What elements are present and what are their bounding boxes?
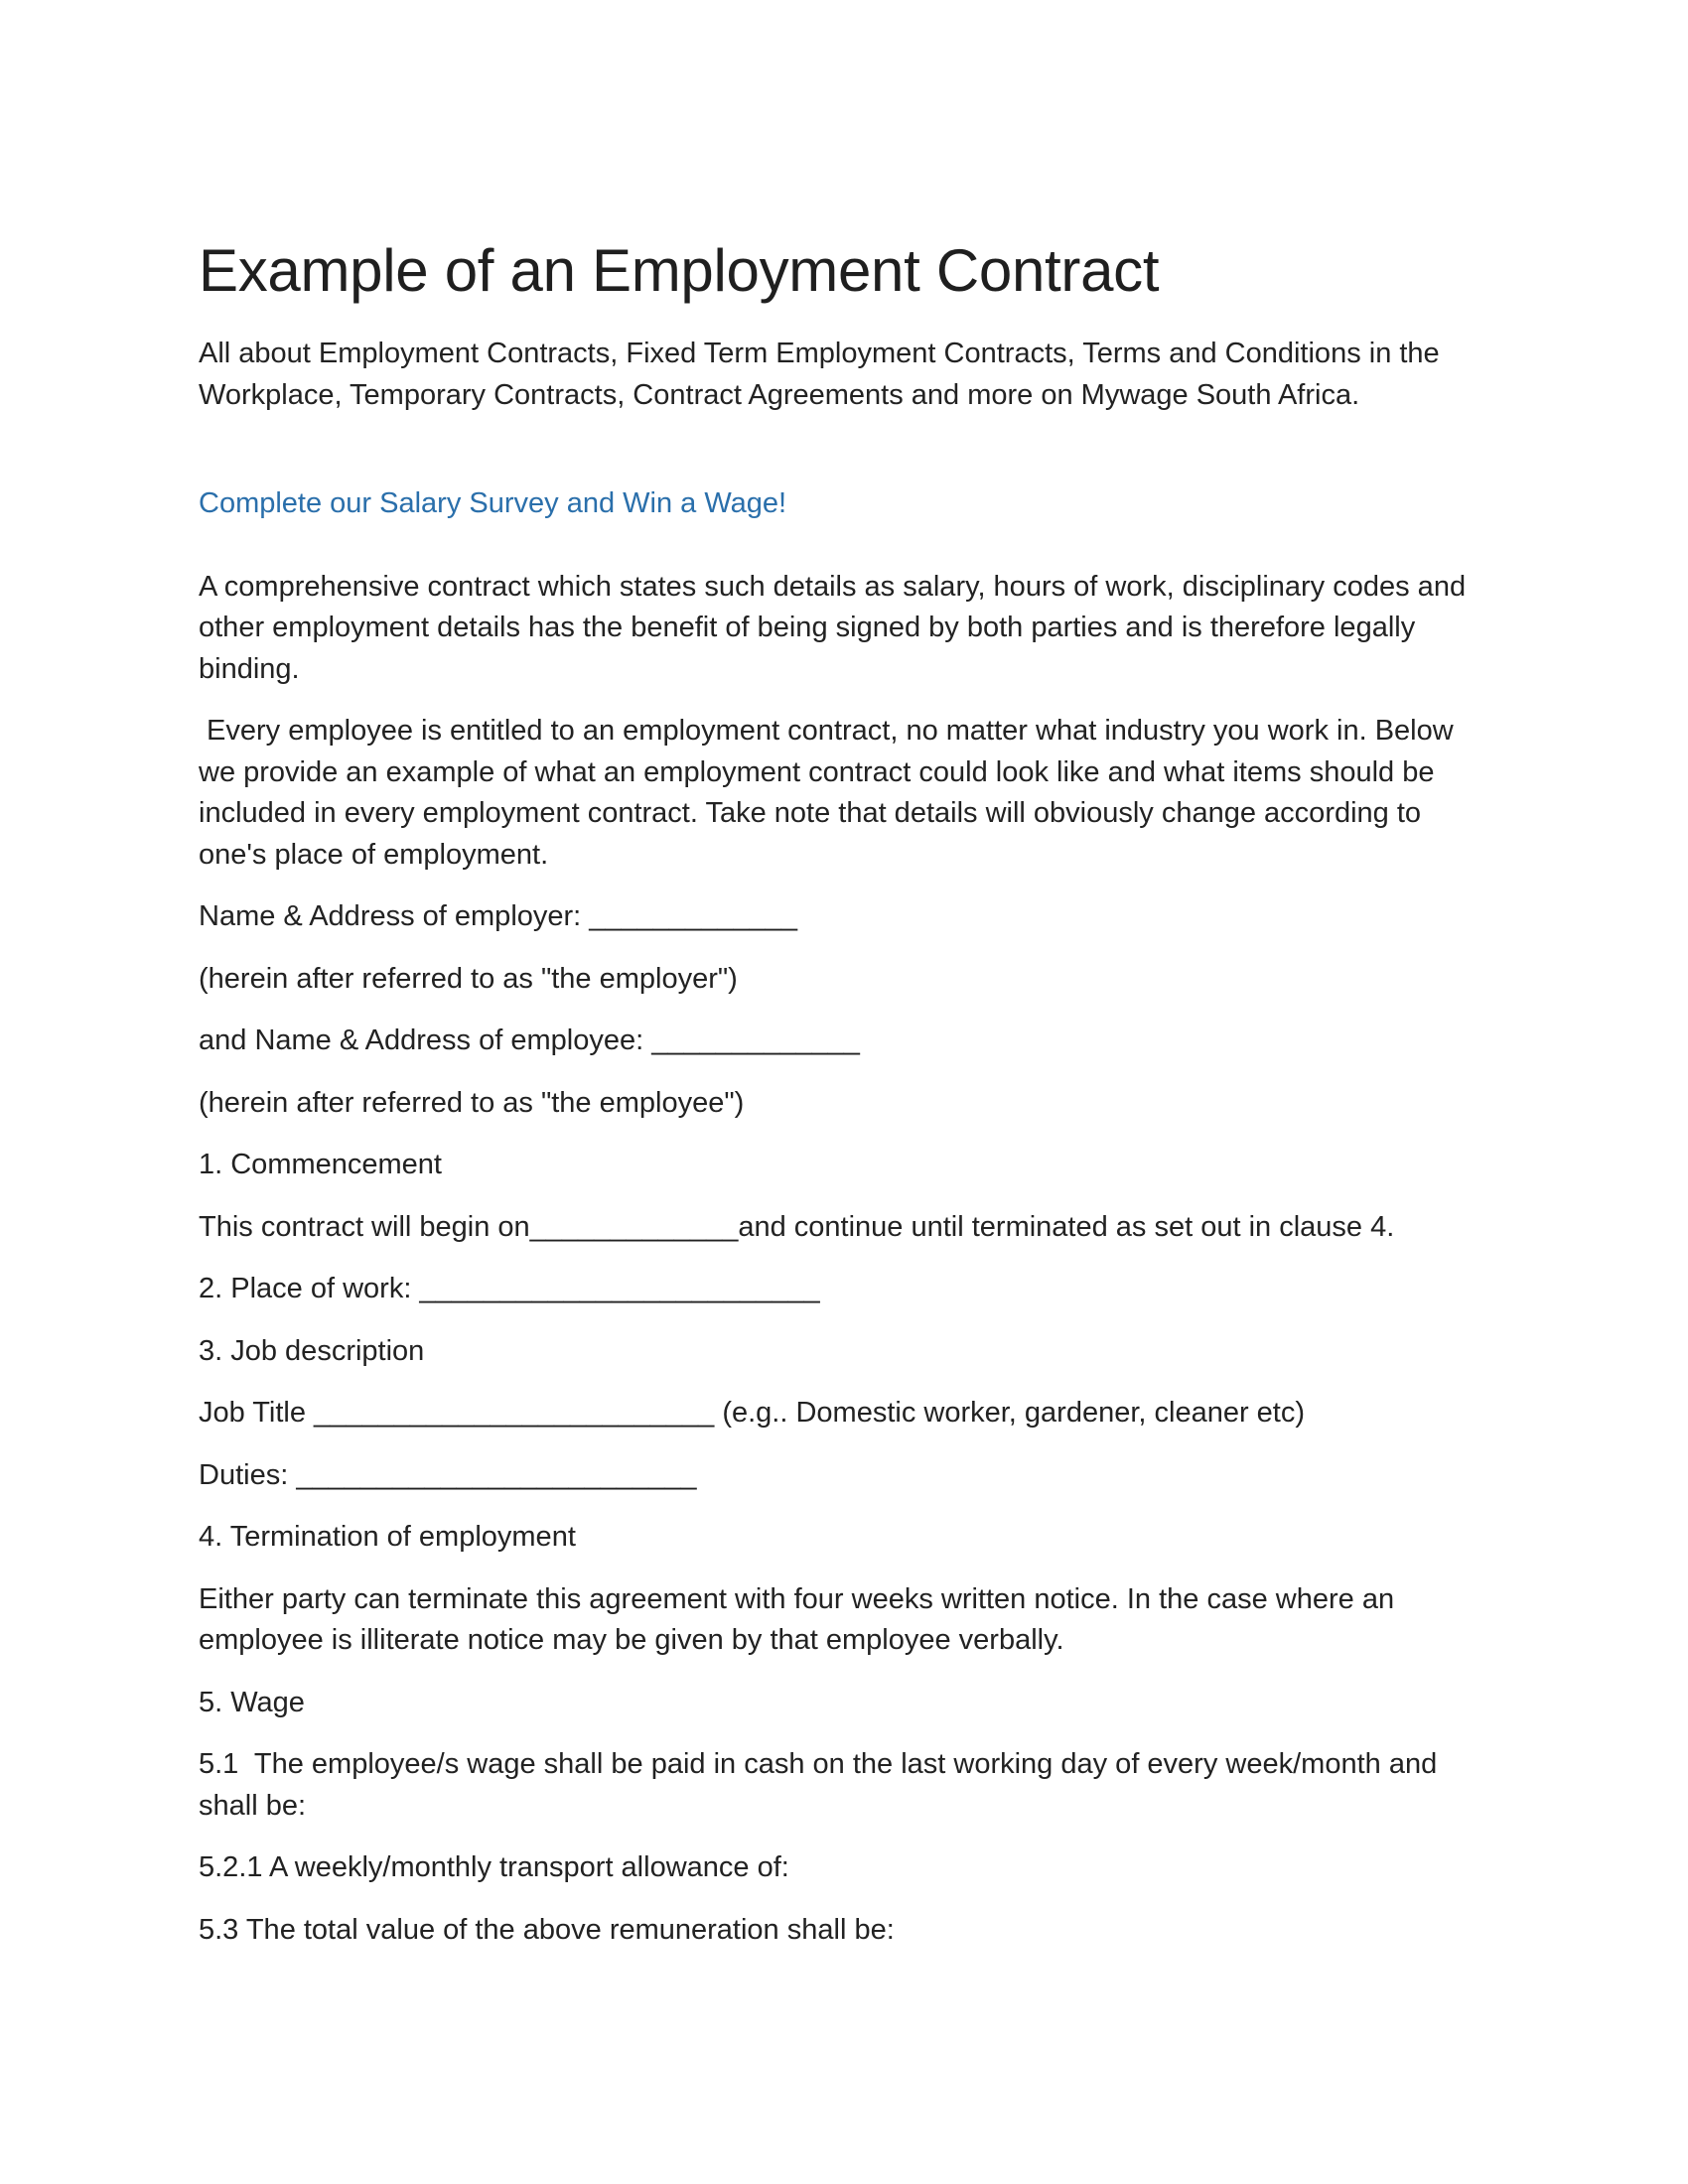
- section-place-of-work: 2. Place of work: _________________________: [199, 1273, 820, 1304]
- job-title-line: Job Title _________________________ (e.g.. Domestic worker, gardener, cleaner etc): [199, 1397, 1306, 1429]
- page-title: Example of an Employment Contract: [199, 237, 1160, 304]
- section-job-description-heading: 3. Job description: [199, 1334, 425, 1367]
- section-wage-heading: 5. Wage: [199, 1686, 305, 1718]
- employee-name-address-line: and Name & Address of employee: _____________: [199, 1024, 860, 1056]
- intro-paragraph: All about Employment Contracts, Fixed Term Employment Contracts, Terms and Conditions in the Workplace, Temporary Contracts, Contract Agreements and more on Mywage South Africa.: [199, 338, 1440, 411]
- employee-entitlement-paragraph: Every employee is entitled to an employment contract, no matter what industry you work in. Below we provide an example of what an employment contract could look like and what items should be included in every employment contract. Take note that details will obviously change according to one's place of employment.: [199, 715, 1454, 871]
- section-commencement-heading: 1. Commencement: [199, 1149, 442, 1180]
- salary-survey-link[interactable]: Complete our Salary Survey and Win a Wage!: [199, 487, 787, 519]
- wage-clause-5-1: 5.1 The employee/s wage shall be paid in cash on the last working day of every week/month and shall be:: [199, 1748, 1438, 1822]
- employee-reference: (herein after referred to as "the employee"): [199, 1086, 745, 1119]
- employer-name-address-line: Name & Address of employer: _____________: [199, 900, 797, 932]
- wage-clause-5-2-1: 5.2.1 A weekly/monthly transport allowance of:: [199, 1851, 789, 1883]
- section-commencement-text: This contract will begin on_____________and continue until terminated as set out in clause 4.: [199, 1210, 1395, 1243]
- employer-reference: (herein after referred to as "the employer"): [199, 962, 738, 995]
- document-page: [199, 234, 1489, 1951]
- section-termination-heading: 4. Termination of employment: [199, 1521, 576, 1553]
- wage-clause-5-3: 5.3 The total value of the above remuneration shall be:: [199, 1913, 895, 1946]
- section-termination-text: Either party can terminate this agreement with four weeks written notice. In the case where an employee is illiterate notice may be given by that employee verbally.: [199, 1582, 1395, 1656]
- duties-line: Duties: _________________________: [199, 1458, 697, 1491]
- contract-benefits-paragraph: A comprehensive contract which states such details as salary, hours of work, disciplinary codes and other employment details has the benefit of being signed by both parties and is therefore legally binding.: [199, 570, 1467, 685]
